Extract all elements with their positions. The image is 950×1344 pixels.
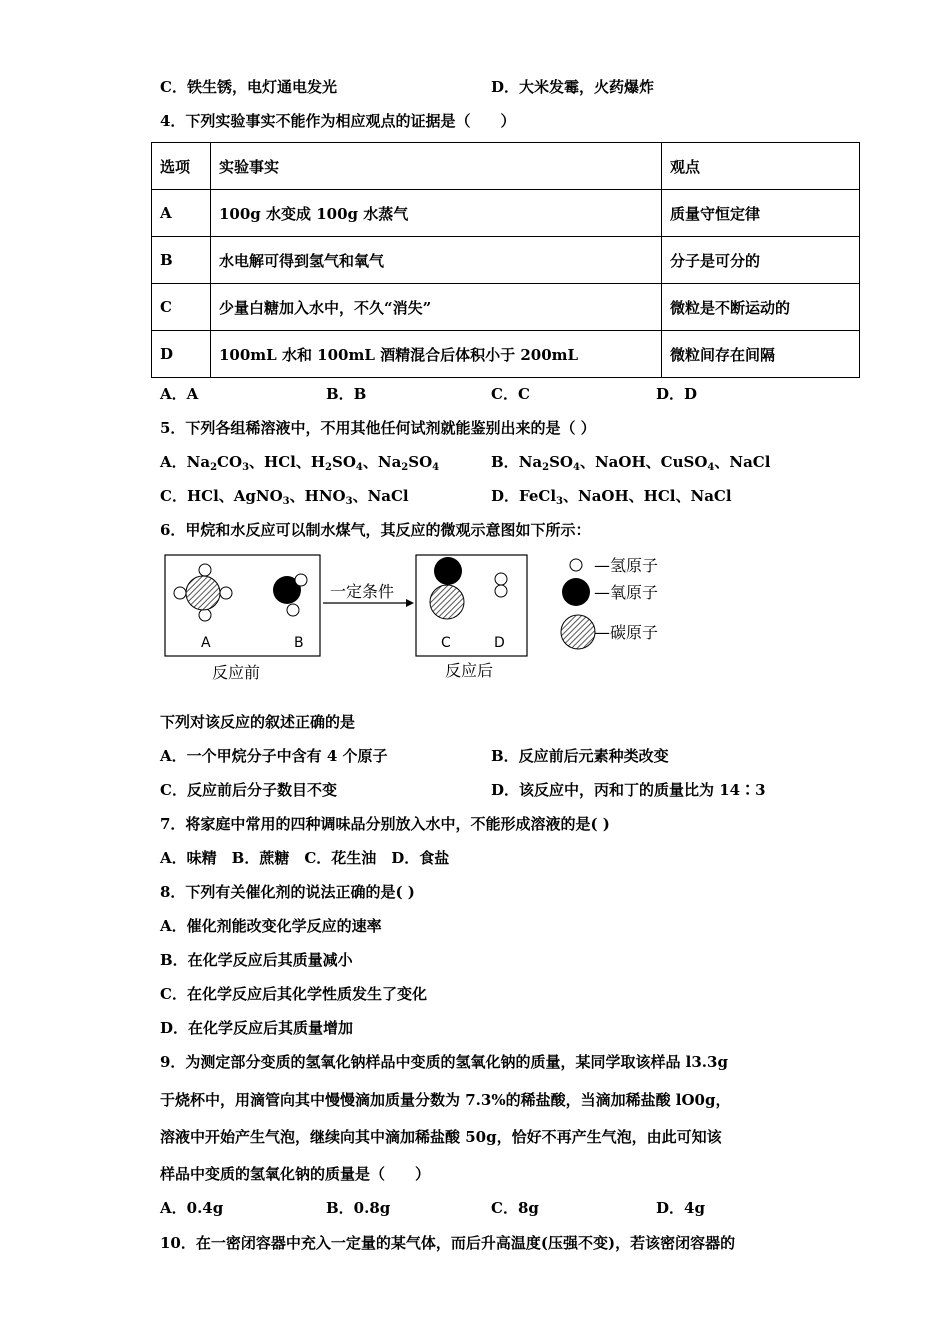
- q9-line-2: 于烧杯中，用滴管向其中慢慢滴加质量分数为 7.3%的稀盐酸，当滴加稀盐酸 lO0g，: [160, 1091, 731, 1109]
- hydrogen-legend-icon: [570, 559, 582, 571]
- q5-option-d: [491, 486, 732, 506]
- subscript: 4: [573, 462, 580, 473]
- subscript: 2: [210, 462, 218, 473]
- q6-stem: 6．甲烷和水反应可以制水煤气，其反应的微观示意图如下所示：: [160, 521, 591, 539]
- table-header-row: [152, 143, 860, 190]
- reaction-diagram: [160, 550, 700, 690]
- subscript: 3: [282, 496, 290, 507]
- water-molecule: [273, 574, 307, 616]
- formula-part: HCl、AgNO: [186, 487, 283, 505]
- row-option: A: [152, 190, 211, 237]
- row-fact: 100mL 水和 100mL 酒精混合后体积小于 200mL: [211, 331, 662, 378]
- row-fact: 100g 水变成 100g 水蒸气: [211, 190, 662, 237]
- label-a: A: [201, 635, 211, 651]
- q8-option-d: D．在化学反应后其质量增加: [160, 1019, 354, 1037]
- table-row: [152, 190, 860, 237]
- q8-option-c: C．在化学反应后其化学性质发生了变化: [160, 985, 427, 1003]
- formula-part: Na: [186, 453, 211, 471]
- formula-part: SO: [408, 453, 433, 471]
- row-fact: 少量白糖加入水中，不久“消失”: [211, 284, 662, 331]
- h2-molecule: [495, 573, 507, 597]
- formula-part: 、NaCl: [714, 453, 771, 471]
- q6-question: 下列对该反应的叙述正确的是: [160, 713, 356, 731]
- q4-stem: 4．下列实验事实不能作为相应观点的证据是（ ）: [160, 112, 516, 130]
- header-fact: 实验事实: [211, 143, 662, 190]
- row-view: 微粒是不断运动的: [662, 284, 860, 331]
- option-label: A．: [160, 453, 187, 471]
- co-molecule: [430, 557, 464, 619]
- label-d: D: [494, 635, 505, 651]
- arrow-condition: 一定条件: [330, 582, 395, 601]
- q9-option-c: C．8g: [491, 1199, 539, 1217]
- q7-stem: 7．将家庭中常用的四种调味品分别放入水中，不能形成溶液的是( ): [160, 815, 610, 833]
- row-view: 微粒间存在间隔: [662, 331, 860, 378]
- q6-option-d: D．该反应中，丙和丁的质量比为 14∶3: [491, 781, 766, 799]
- formula-part: FeCl: [519, 487, 557, 505]
- formula-part: SO: [331, 453, 356, 471]
- methane-molecule: [174, 564, 232, 621]
- oxygen-legend-icon: [562, 578, 590, 606]
- legend: [561, 556, 658, 649]
- q8-option-b: B．在化学反应后其质量减小: [160, 951, 353, 969]
- table-row: [152, 284, 860, 331]
- q9-option-d: D．4g: [656, 1199, 705, 1217]
- subscript: 3: [345, 496, 353, 507]
- row-view: 质量守恒定律: [662, 190, 860, 237]
- q9-option-b: B．0.8g: [326, 1199, 391, 1217]
- row-option: C: [152, 284, 211, 331]
- table-row: [152, 331, 860, 378]
- legend-oxygen: —氧原子: [594, 583, 659, 602]
- q10-stem: 10．在一密闭容器中充入一定量的某气体，而后升高温度(压强不变)，若该密闭容器的: [160, 1234, 736, 1252]
- formula-part: 、HNO: [289, 487, 346, 505]
- subscript: 4: [432, 462, 440, 473]
- formula-part: Na: [518, 453, 543, 471]
- header-view: 观点: [662, 143, 860, 190]
- q5-stem: 5．下列各组稀溶液中，不用其他任何试剂就能鉴别出来的是（ ）: [160, 419, 596, 437]
- q7-options: A．味精 B．蔗糖 C．花生油 D．食盐: [160, 849, 450, 867]
- q4-option-c: C．C: [491, 385, 530, 403]
- legend-hydrogen: —氢原子: [594, 556, 659, 575]
- q8-stem: 8．下列有关催化剂的说法正确的是( ): [160, 883, 415, 901]
- q5-option-b: [491, 452, 770, 472]
- subscript: 4: [355, 462, 363, 473]
- table-row: [152, 237, 860, 284]
- subscript: 3: [556, 496, 563, 507]
- subscript: 2: [542, 462, 550, 473]
- q6-option-c: C．反应前后分子数目不变: [160, 781, 337, 799]
- q3-option-d: D．大米发霉，火药爆炸: [491, 78, 655, 96]
- subscript: 2: [325, 462, 332, 473]
- label-after: 反应后: [445, 661, 494, 680]
- legend-carbon: —碳原子: [594, 623, 659, 642]
- label-b: B: [294, 635, 304, 651]
- q8-option-a: A．催化剂能改变化学反应的速率: [160, 917, 382, 935]
- option-label: C．: [160, 487, 187, 505]
- formula-part: 、NaOH、HCl、NaCl: [563, 487, 732, 505]
- subscript: 2: [401, 462, 409, 473]
- row-view: 分子是可分的: [662, 237, 860, 284]
- subscript: 3: [242, 462, 250, 473]
- formula-part: 、NaCl: [352, 487, 409, 505]
- q5-option-a: [160, 452, 439, 472]
- q4-option-a: A．A: [160, 385, 199, 403]
- header-option: 选项: [152, 143, 211, 190]
- formula-part: 、NaOH、CuSO: [579, 453, 708, 471]
- q9-option-a: A．0.4g: [160, 1199, 224, 1217]
- q4-table: [151, 142, 860, 378]
- q5-option-c: [160, 486, 409, 506]
- q6-option-b: B．反应前后元素种类改变: [491, 747, 669, 765]
- label-before: 反应前: [212, 663, 261, 682]
- formula-part: 、HCl、H: [249, 453, 326, 471]
- formula-part: CO: [217, 453, 243, 471]
- q3-option-c: C．铁生锈，电灯通电发光: [160, 78, 337, 96]
- option-label: D．: [491, 487, 520, 505]
- q9-line-4: 样品中变质的氢氧化钠的质量是（ ）: [160, 1165, 431, 1183]
- q4-option-b: B．B: [326, 385, 367, 403]
- carbon-legend-icon: [561, 615, 595, 649]
- q4-option-d: D．D: [656, 385, 698, 403]
- row-option: B: [152, 237, 211, 284]
- formula-part: SO: [549, 453, 573, 471]
- q9-line-3: 溶液中开始产生气泡，继续向其中滴加稀盐酸 50g，恰好不再产生气泡，由此可知该: [160, 1128, 722, 1146]
- subscript: 4: [707, 462, 715, 473]
- row-option: D: [152, 331, 211, 378]
- option-label: B．: [491, 453, 519, 471]
- label-c: C: [441, 635, 451, 651]
- q9-line-1: 9．为测定部分变质的氢氧化钠样品中变质的氢氧化钠的质量，某同学取该样品 l3.3g: [160, 1053, 728, 1071]
- formula-part: 、Na: [362, 453, 402, 471]
- row-fact: 水电解可得到氢气和氧气: [211, 237, 662, 284]
- q6-option-a: A．一个甲烷分子中含有 4 个原子: [160, 747, 388, 765]
